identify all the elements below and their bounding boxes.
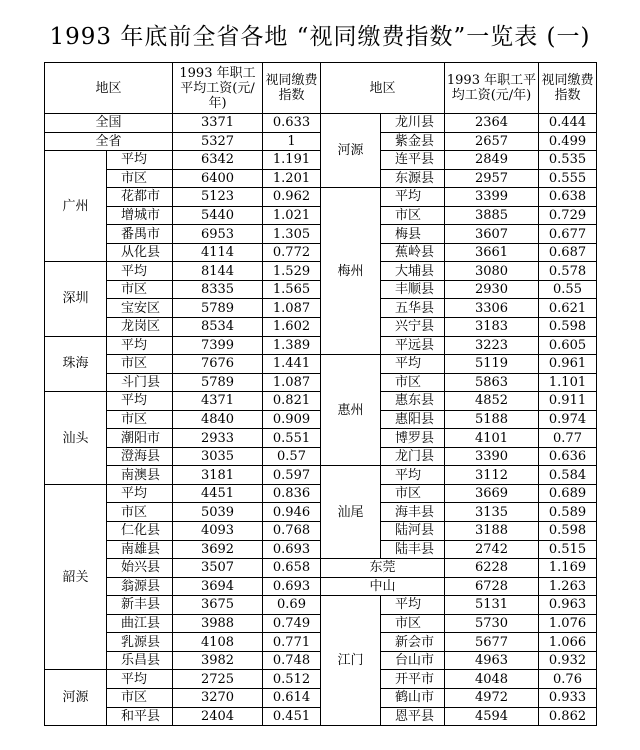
wage-value: 4093 [173, 522, 263, 541]
wage-value: 7676 [173, 355, 263, 374]
region-group: 珠海 [45, 336, 107, 392]
wage-value: 5039 [173, 503, 263, 522]
sub-region: 平均 [381, 466, 445, 485]
table-row [45, 114, 597, 133]
sub-region: 市区 [381, 614, 445, 633]
wage-value: 5789 [173, 373, 263, 392]
sub-region: 博罗县 [381, 429, 445, 448]
wage-value: 2742 [445, 540, 539, 559]
region-group: 江门 [321, 596, 381, 726]
index-value: 0.909 [263, 410, 321, 429]
sub-region: 从化县 [107, 243, 173, 262]
wage-value: 5131 [445, 596, 539, 615]
sub-region: 连平县 [381, 151, 445, 170]
wage-value: 5440 [173, 206, 263, 225]
sub-region: 平均 [381, 596, 445, 615]
sub-region: 翁源县 [107, 577, 173, 596]
sub-region: 丰顺县 [381, 280, 445, 299]
sub-region: 花都市 [107, 188, 173, 207]
wage-value: 5123 [173, 188, 263, 207]
sub-region: 市区 [381, 484, 445, 503]
sub-region: 平均 [381, 355, 445, 374]
index-value: 0.771 [263, 633, 321, 652]
wage-value: 3183 [445, 318, 539, 337]
index-value: 0.693 [263, 540, 321, 559]
sub-region: 市区 [107, 280, 173, 299]
wage-value: 3661 [445, 243, 539, 262]
wage-value: 3694 [173, 577, 263, 596]
sub-region: 新会市 [381, 633, 445, 652]
sub-region: 五华县 [381, 299, 445, 318]
region-group: 广州 [45, 151, 107, 262]
sub-region: 龙岗区 [107, 318, 173, 337]
index-value: 0.633 [263, 114, 321, 133]
sub-region: 平均 [107, 151, 173, 170]
index-value: 0.749 [263, 614, 321, 633]
index-value: 0.55 [539, 280, 597, 299]
index-value: 0.693 [263, 577, 321, 596]
wage-value: 3188 [445, 522, 539, 541]
wage-value: 6342 [173, 151, 263, 170]
wage-value: 8144 [173, 262, 263, 281]
index-value: 0.636 [539, 447, 597, 466]
index-value: 0.512 [263, 670, 321, 689]
header-index: 视同缴费指数 [263, 63, 321, 114]
wage-value: 2404 [173, 707, 263, 726]
sub-region: 平均 [107, 262, 173, 281]
index-value: 0.555 [539, 169, 597, 188]
index-value: 0.729 [539, 206, 597, 225]
wage-value: 4972 [445, 688, 539, 707]
wage-value: 3669 [445, 484, 539, 503]
wage-value: 5730 [445, 614, 539, 633]
index-value: 0.677 [539, 225, 597, 244]
sub-region: 东源县 [381, 169, 445, 188]
index-value: 0.584 [539, 466, 597, 485]
index-value: 0.821 [263, 392, 321, 411]
region-group: 梅州 [321, 188, 381, 355]
sub-region: 仁化县 [107, 522, 173, 541]
wage-value: 4852 [445, 392, 539, 411]
wage-value: 4108 [173, 633, 263, 652]
index-value: 1.602 [263, 318, 321, 337]
sub-region: 蕉岭县 [381, 243, 445, 262]
index-value: 0.535 [539, 151, 597, 170]
sub-region: 斗门县 [107, 373, 173, 392]
region-label: 东莞 [321, 559, 445, 578]
sub-region: 南雄县 [107, 540, 173, 559]
table-row [45, 188, 597, 207]
index-value: 1.441 [263, 355, 321, 374]
index-value: 0.69 [263, 596, 321, 615]
wage-value: 3607 [445, 225, 539, 244]
region-group: 惠州 [321, 355, 381, 466]
sub-region: 兴宁县 [381, 318, 445, 337]
index-value: 1.565 [263, 280, 321, 299]
sub-region: 市区 [381, 206, 445, 225]
sub-region: 鹤山市 [381, 688, 445, 707]
index-value: 0.768 [263, 522, 321, 541]
sub-region: 市区 [107, 410, 173, 429]
wage-value: 3692 [173, 540, 263, 559]
index-value: 0.862 [539, 707, 597, 726]
wage-value: 5789 [173, 299, 263, 318]
wage-value: 3988 [173, 614, 263, 633]
wage-value: 3399 [445, 188, 539, 207]
header-wage: 1993 年职工平均工资(元/年) [445, 63, 539, 114]
index-value: 0.911 [539, 392, 597, 411]
wage-value: 6400 [173, 169, 263, 188]
sub-region: 平均 [381, 188, 445, 207]
sub-region: 梅县 [381, 225, 445, 244]
index-value: 0.961 [539, 355, 597, 374]
index-value: 0.946 [263, 503, 321, 522]
index-value: 1.263 [539, 577, 597, 596]
page-title: 1993 年底前全省各地 “视同缴费指数”一览表 (一) [49, 24, 591, 50]
index-value: 0.658 [263, 559, 321, 578]
index-value: 0.836 [263, 484, 321, 503]
wage-value: 3306 [445, 299, 539, 318]
region-group: 汕头 [45, 392, 107, 485]
sub-region: 大埔县 [381, 262, 445, 281]
sub-region: 平均 [107, 392, 173, 411]
wage-value: 2657 [445, 132, 539, 151]
sub-region: 市区 [107, 355, 173, 374]
sub-region: 番禺市 [107, 225, 173, 244]
index-value: 0.748 [263, 651, 321, 670]
wage-value: 3112 [445, 466, 539, 485]
index-value: 0.687 [539, 243, 597, 262]
index-value: 0.933 [539, 688, 597, 707]
wage-value: 3507 [173, 559, 263, 578]
sub-region: 平均 [107, 484, 173, 503]
sub-region: 南澳县 [107, 466, 173, 485]
sub-region: 开平市 [381, 670, 445, 689]
index-value: 0.598 [539, 318, 597, 337]
index-value: 0.499 [539, 132, 597, 151]
sub-region: 乐昌县 [107, 651, 173, 670]
index-value: 0.932 [539, 651, 597, 670]
wage-value: 5677 [445, 633, 539, 652]
region-label: 中山 [321, 577, 445, 596]
index-value: 0.578 [539, 262, 597, 281]
index-value: 0.772 [263, 243, 321, 262]
sub-region: 乳源县 [107, 633, 173, 652]
sub-region: 始兴县 [107, 559, 173, 578]
index-value: 1.529 [263, 262, 321, 281]
index-value: 0.77 [539, 429, 597, 448]
sub-region: 台山市 [381, 651, 445, 670]
index-value: 1.389 [263, 336, 321, 355]
wage-value: 2957 [445, 169, 539, 188]
wage-value: 3371 [173, 114, 263, 133]
index-value: 1.087 [263, 373, 321, 392]
index-value: 1.101 [539, 373, 597, 392]
index-value: 0.614 [263, 688, 321, 707]
index-value: 1.021 [263, 206, 321, 225]
wage-value: 2930 [445, 280, 539, 299]
region-label: 全省 [45, 132, 173, 151]
wage-value: 4594 [445, 707, 539, 726]
table-row [45, 559, 597, 578]
sub-region: 陆河县 [381, 522, 445, 541]
sub-region: 市区 [381, 373, 445, 392]
sub-region: 惠东县 [381, 392, 445, 411]
index-value: 1.087 [263, 299, 321, 318]
sub-region: 市区 [107, 169, 173, 188]
header-wage: 1993 年职工平均工资(元/年) [173, 63, 263, 114]
wage-value: 5188 [445, 410, 539, 429]
wage-value: 2933 [173, 429, 263, 448]
sub-region: 海丰县 [381, 503, 445, 522]
wage-value: 3181 [173, 466, 263, 485]
wage-value: 5863 [445, 373, 539, 392]
index-value: 0.598 [539, 522, 597, 541]
header-region: 地区 [45, 63, 173, 114]
index-value: 0.962 [263, 188, 321, 207]
index-value: 1.066 [539, 633, 597, 652]
header-region: 地区 [321, 63, 445, 114]
wage-value: 3675 [173, 596, 263, 615]
index-value: 1.201 [263, 169, 321, 188]
wage-value: 2849 [445, 151, 539, 170]
wage-value: 8335 [173, 280, 263, 299]
wage-value: 4114 [173, 243, 263, 262]
wage-value: 6953 [173, 225, 263, 244]
wage-value: 7399 [173, 336, 263, 355]
index-value: 1 [263, 132, 321, 151]
wage-value: 3390 [445, 447, 539, 466]
wage-value: 2364 [445, 114, 539, 133]
sub-region: 平均 [107, 670, 173, 689]
index-value: 0.963 [539, 596, 597, 615]
region-label: 全国 [45, 114, 173, 133]
index-value: 0.589 [539, 503, 597, 522]
wage-value: 4101 [445, 429, 539, 448]
sub-region: 澄海县 [107, 447, 173, 466]
table-row [45, 596, 597, 615]
region-group: 河源 [321, 114, 381, 188]
wage-value: 4963 [445, 651, 539, 670]
table-row [45, 355, 597, 374]
wage-value: 6728 [445, 577, 539, 596]
index-value: 1.191 [263, 151, 321, 170]
sub-region: 潮阳市 [107, 429, 173, 448]
wage-value: 2725 [173, 670, 263, 689]
wage-value: 3135 [445, 503, 539, 522]
sub-region: 宝安区 [107, 299, 173, 318]
sub-region: 龙门县 [381, 447, 445, 466]
wage-value: 6228 [445, 559, 539, 578]
index-value: 0.605 [539, 336, 597, 355]
sub-region: 平均 [107, 336, 173, 355]
region-group: 河源 [45, 670, 107, 726]
header-index: 视同缴费指数 [539, 63, 597, 114]
sub-region: 龙川县 [381, 114, 445, 133]
region-group: 深圳 [45, 262, 107, 336]
index-value: 0.621 [539, 299, 597, 318]
wage-value: 3885 [445, 206, 539, 225]
index-value: 0.451 [263, 707, 321, 726]
region-group: 韶关 [45, 484, 107, 669]
index-value: 0.638 [539, 188, 597, 207]
sub-region: 新丰县 [107, 596, 173, 615]
index-value: 0.515 [539, 540, 597, 559]
sub-region: 增城市 [107, 206, 173, 225]
index-value: 0.689 [539, 484, 597, 503]
sub-region: 陆丰县 [381, 540, 445, 559]
index-value: 0.76 [539, 670, 597, 689]
region-group: 汕尾 [321, 466, 381, 559]
wage-value: 3080 [445, 262, 539, 281]
sub-region: 恩平县 [381, 707, 445, 726]
sub-region: 市区 [107, 503, 173, 522]
sub-region: 市区 [107, 688, 173, 707]
wage-value: 3982 [173, 651, 263, 670]
wage-value: 4371 [173, 392, 263, 411]
header-row [45, 63, 597, 114]
index-value: 1.169 [539, 559, 597, 578]
wage-value: 4840 [173, 410, 263, 429]
sub-region: 惠阳县 [381, 410, 445, 429]
index-value: 0.597 [263, 466, 321, 485]
wage-value: 5119 [445, 355, 539, 374]
table-row [45, 466, 597, 485]
wage-value: 3270 [173, 688, 263, 707]
wage-value: 4451 [173, 484, 263, 503]
table-row [45, 577, 597, 596]
index-value: 0.551 [263, 429, 321, 448]
sub-region: 和平县 [107, 707, 173, 726]
index-value: 0.444 [539, 114, 597, 133]
sub-region: 曲江县 [107, 614, 173, 633]
index-value: 0.974 [539, 410, 597, 429]
index-value: 1.305 [263, 225, 321, 244]
index-table [44, 62, 597, 726]
sub-region: 平远县 [381, 336, 445, 355]
wage-value: 3223 [445, 336, 539, 355]
index-value: 0.57 [263, 447, 321, 466]
wage-value: 8534 [173, 318, 263, 337]
wage-value: 3035 [173, 447, 263, 466]
wage-value: 5327 [173, 132, 263, 151]
wage-value: 4048 [445, 670, 539, 689]
index-value: 1.076 [539, 614, 597, 633]
sub-region: 紫金县 [381, 132, 445, 151]
